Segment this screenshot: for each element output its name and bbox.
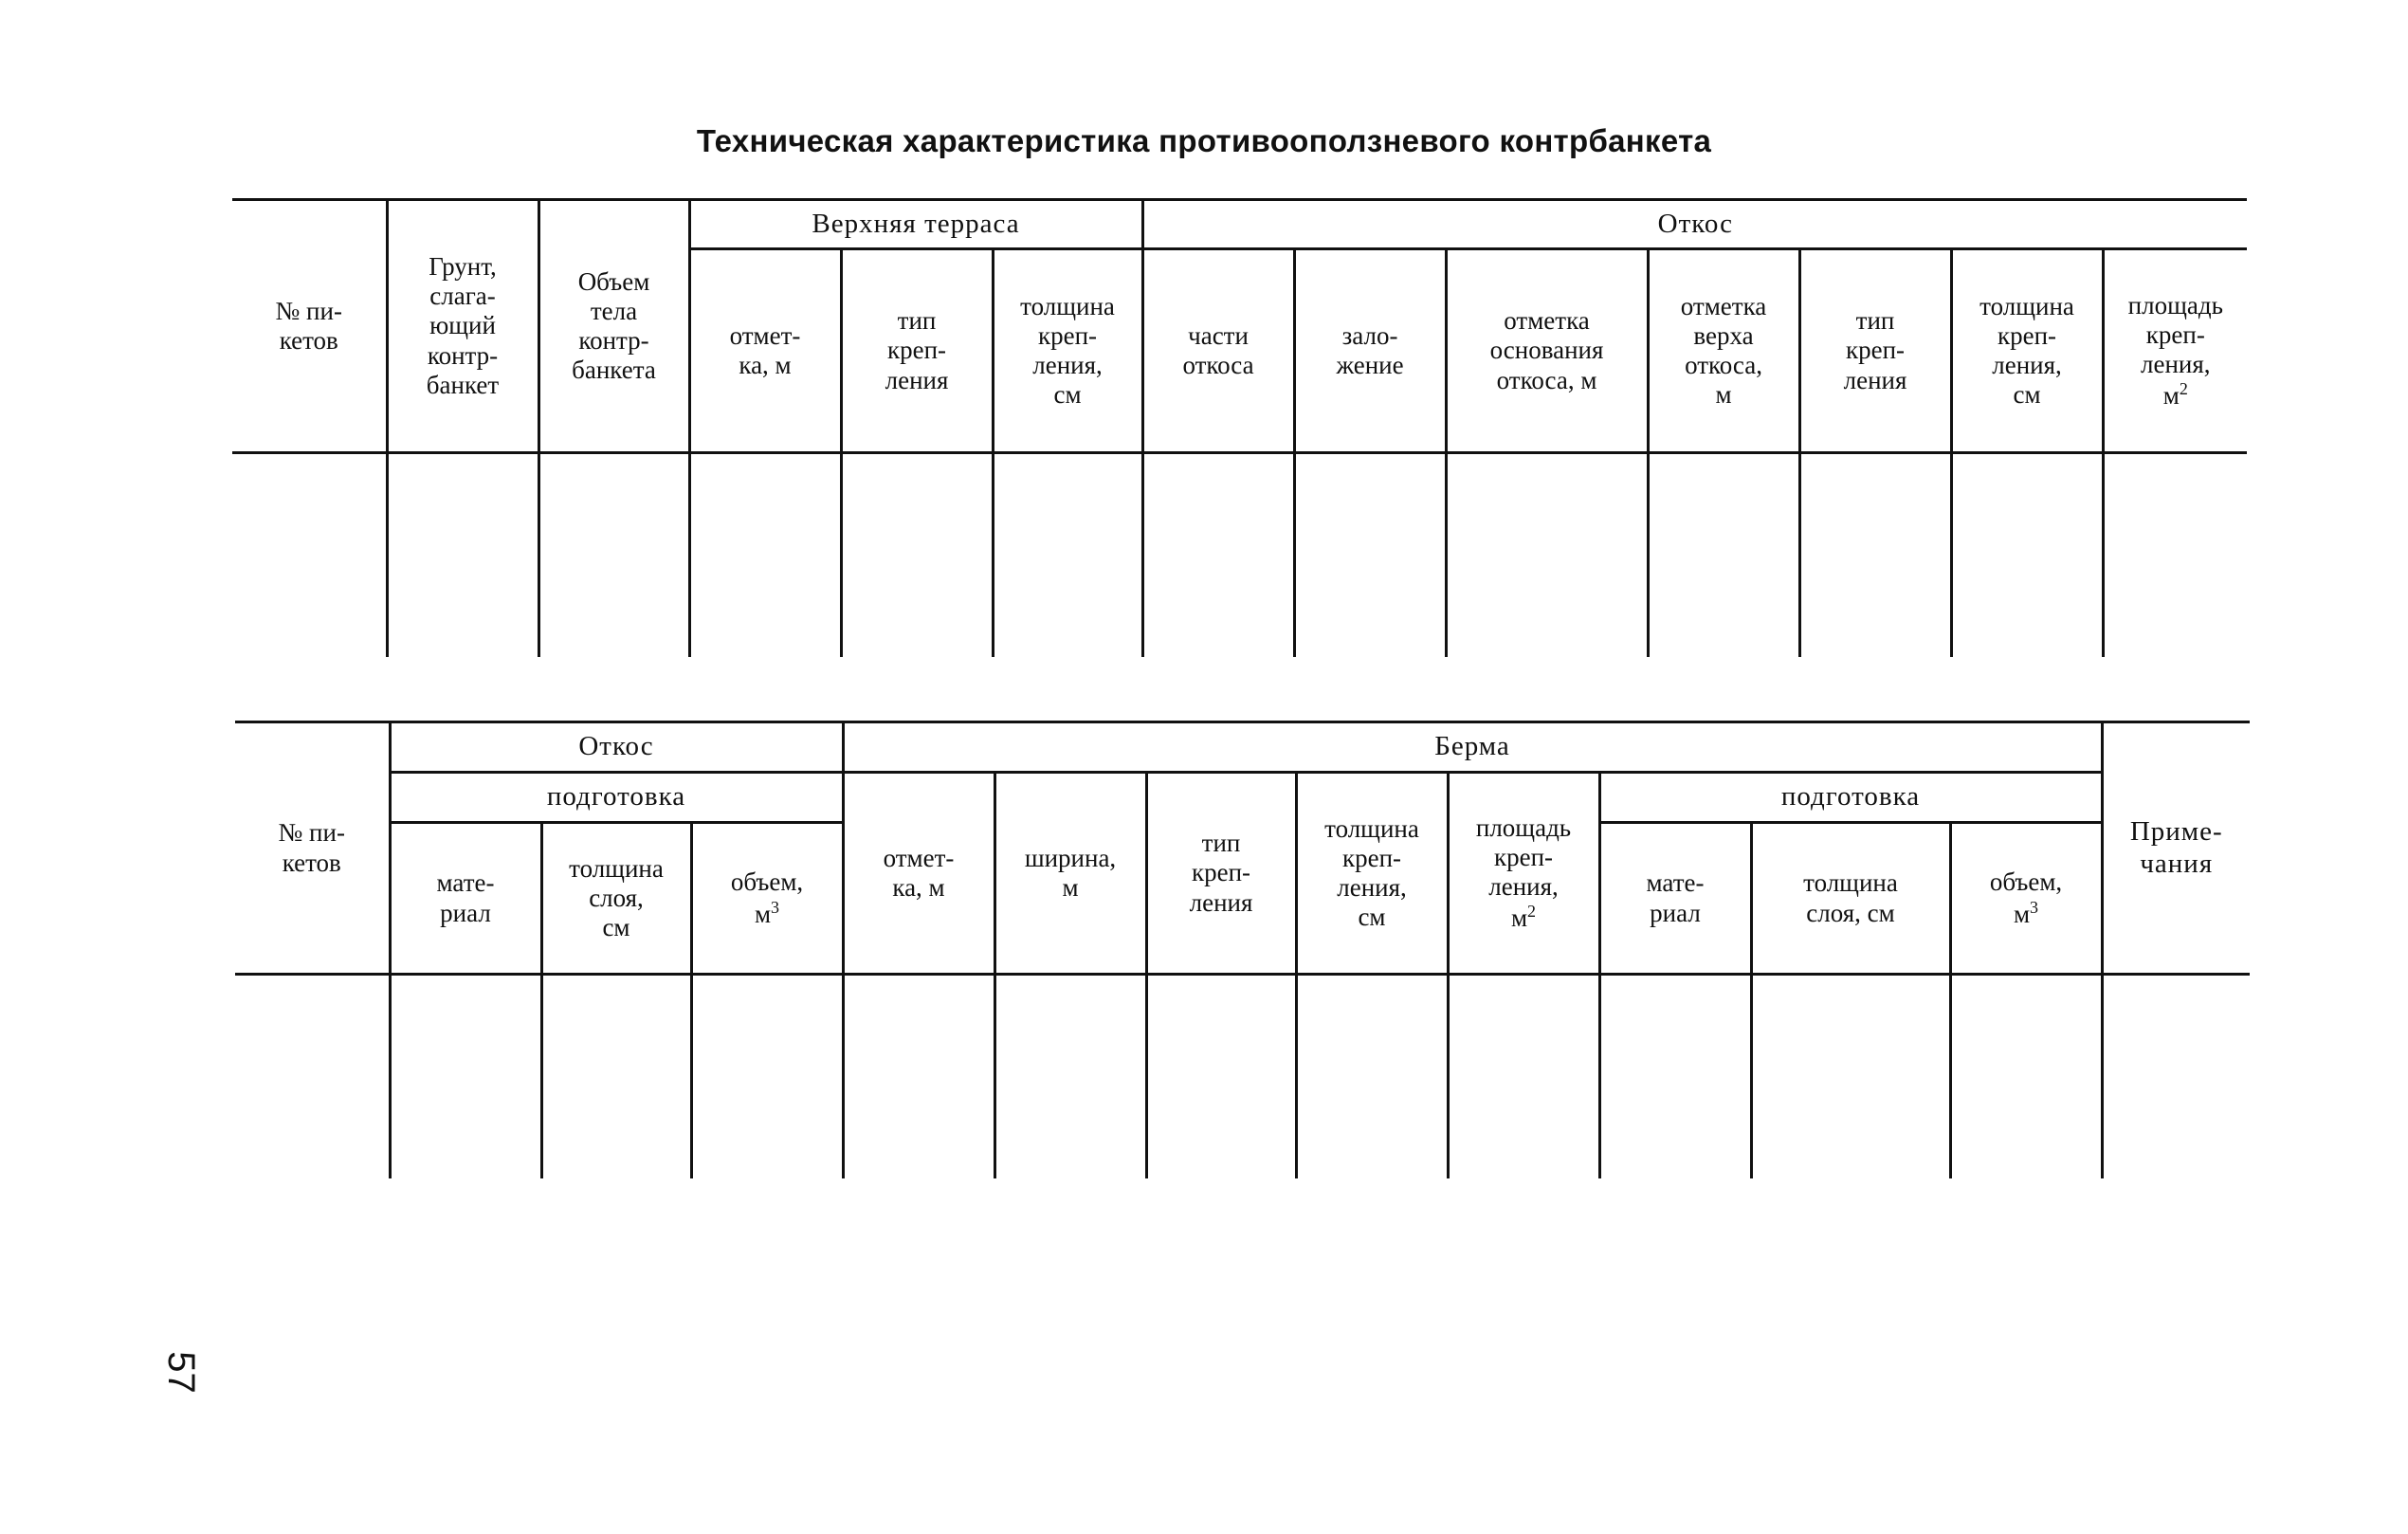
header-picket: № пи- кетов xyxy=(235,722,390,975)
data-cell[interactable] xyxy=(1799,453,1951,657)
data-cell[interactable] xyxy=(841,453,993,657)
data-cell[interactable] xyxy=(1751,975,1950,1178)
sub-preparation: подготовка xyxy=(390,773,843,823)
data-cell[interactable] xyxy=(1446,453,1648,657)
technical-table-bottom xyxy=(235,721,2250,1178)
header-berm-fix-area: площадь креп- ления, $м^2$ xyxy=(1448,773,1599,975)
data-cell[interactable] xyxy=(1950,975,2102,1178)
header-slope-laying: зало- жение xyxy=(1294,249,1446,453)
page-number: 57 xyxy=(159,1351,202,1394)
header-prep-volume: объем, $м^3$ xyxy=(691,823,843,975)
header-prep-thickness: толщина слоя, см xyxy=(541,823,691,975)
data-cell[interactable] xyxy=(994,975,1146,1178)
superscript: 2 xyxy=(1527,902,1537,922)
header-slope-top-mark: отметка верха откоса, м xyxy=(1648,249,1799,453)
data-cell[interactable] xyxy=(691,975,843,1178)
header-prep-material: мате- риал xyxy=(390,823,541,975)
header-picket: № пи- кетов xyxy=(232,200,387,453)
header-berm-mark: отмет- ка, м xyxy=(843,773,994,975)
header-slope-fix-type: тип креп- ления xyxy=(1799,249,1951,453)
header-berm-material: мате- риал xyxy=(1599,823,1751,975)
header-slope-fix-area: площадь креп- ления, $м^2$ xyxy=(2103,249,2247,453)
data-cell[interactable] xyxy=(387,453,538,657)
header-slope-parts: части откоса xyxy=(1142,249,1294,453)
header-soil: Грунт, слага- ющий контр- банкет xyxy=(387,200,538,453)
header-berm-fix-thickness: толщина креп- ления, см xyxy=(1296,773,1448,975)
header-upper-fix-type: тип креп- ления xyxy=(841,249,993,453)
data-cell[interactable] xyxy=(1294,453,1446,657)
data-cell[interactable] xyxy=(538,453,689,657)
superscript: 3 xyxy=(2030,897,2039,917)
superscript: 2 xyxy=(2179,379,2188,399)
header-slope-fix-thickness: толщина креп- ления, см xyxy=(1951,249,2103,453)
data-cell[interactable] xyxy=(2102,975,2250,1178)
data-cell[interactable] xyxy=(2103,453,2247,657)
header-slope-base-mark: отметка основания откоса, м xyxy=(1446,249,1648,453)
group-berm: Берма xyxy=(843,722,2102,773)
data-cell[interactable] xyxy=(689,453,841,657)
header-upper-fix-thickness: толщина креп- ления, см xyxy=(993,249,1142,453)
header-berm-volume: объем, $м^3$ xyxy=(1950,823,2102,975)
data-cell[interactable] xyxy=(1448,975,1599,1178)
data-cell[interactable] xyxy=(1648,453,1799,657)
data-cell[interactable] xyxy=(232,453,387,657)
table-row xyxy=(232,453,2247,657)
data-cell[interactable] xyxy=(843,975,994,1178)
data-cell[interactable] xyxy=(1142,453,1294,657)
technical-table-top xyxy=(232,198,2247,657)
data-cell[interactable] xyxy=(1951,453,2103,657)
header-berm-width: ширина, м xyxy=(994,773,1146,975)
data-cell[interactable] xyxy=(390,975,541,1178)
data-cell[interactable] xyxy=(1599,975,1751,1178)
page-title: Техническая характеристика противооползневого контрбанкета xyxy=(696,123,1712,158)
header-upper-mark: отмет- ка, м xyxy=(689,249,841,453)
data-cell[interactable] xyxy=(235,975,390,1178)
header-volume: Объем тела контр- банкета xyxy=(538,200,689,453)
group-upper-terrace: Верхняя терраса xyxy=(689,200,1142,249)
data-cell[interactable] xyxy=(1146,975,1296,1178)
sub-preparation-berm: подготовка xyxy=(1599,773,2102,823)
header-berm-thickness: толщина слоя, см xyxy=(1751,823,1950,975)
superscript: 3 xyxy=(771,897,780,917)
data-cell[interactable] xyxy=(541,975,691,1178)
header-notes: Приме- чания xyxy=(2102,722,2250,975)
header-berm-fix-type: тип креп- ления xyxy=(1146,773,1296,975)
data-cell[interactable] xyxy=(993,453,1142,657)
group-slope: Откос xyxy=(1142,200,2247,249)
group-slope: Откос xyxy=(390,722,843,773)
data-cell[interactable] xyxy=(1296,975,1448,1178)
table-row xyxy=(235,975,2250,1178)
